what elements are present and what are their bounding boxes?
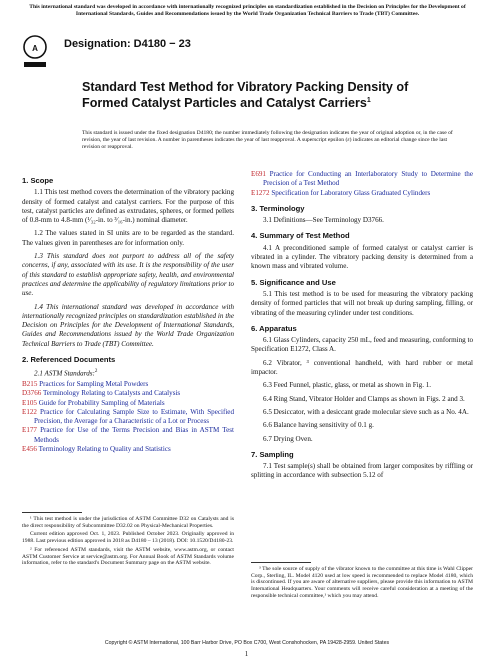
section-heading-apparatus: 6. Apparatus: [251, 323, 297, 333]
reference-item[interactable]: [251, 189, 473, 198]
astm-logo: [22, 32, 48, 72]
reference-item[interactable]: [251, 170, 473, 189]
reference-code[interactable]: E122: [22, 407, 37, 416]
scope-1-1: 1.1 This test method covers the determination of the vibratory packing density of formed catalyst and catalyst carriers. For the purpose of this test, catalyst particles are defined as extrudates, spheres, or formed pellets of 0.8-mm to 4.8-mm (¹⁄₃₂-in. to ³⁄₁₆-in.) nominal diameter.: [22, 188, 234, 225]
reference-item[interactable]: [22, 380, 234, 389]
reference-title[interactable]: Specification for Laboratory Glass Graduated Cylinders: [271, 188, 431, 197]
copyright-notice: Copyright © ASTM International, 100 Barr Harbor Drive, PO Box C700, West Conshohocken, PA 19428-2959. United States: [104, 640, 390, 646]
issued-note: This standard is issued under the fixed designation D4180; the number immediately following the designation indicates the year of original adoption or, in the case of revision, the year of last revision. A number in parentheses indicates the year of last reapproval. A superscript epsilon (ε) indicates an editorial change since the last revision or reapproval.: [82, 130, 453, 150]
sampling-7-1: 7.1 Test sample(s) shall be obtained from larger composites by riffling or splitting in accordance with subsection 5.12 of: [251, 462, 473, 480]
apparatus-6-5: 6.5 Desiccator, with a desiccant grade molecular sieve such as a No. 4A.: [263, 407, 469, 416]
section-heading-scope: 1. Scope: [22, 176, 54, 185]
apparatus-6-6: 6.6 Balance having sensitivity of 0.1 g.: [263, 421, 374, 430]
footnote-mark: 2: [94, 369, 98, 375]
document-title: [82, 80, 442, 110]
footnote-divider-right: [251, 562, 311, 563]
reference-item[interactable]: [22, 445, 234, 454]
apparatus-6-3: 6.3 Feed Funnel, plastic, glass, or metal as shown in Fig. 1.: [263, 381, 432, 390]
right-column: [251, 170, 473, 485]
astm-standards-subheading: [22, 367, 234, 379]
section-heading-significance: 5. Significance and Use: [251, 277, 336, 287]
apparatus-6-4: 6.4 Ring Stand, Vibrator Holder and Clamps as shown in Figs. 2 and 3.: [263, 394, 465, 403]
reference-code[interactable]: E691: [251, 170, 266, 178]
reference-code[interactable]: B215: [22, 380, 38, 388]
reference-title[interactable]: Practice for Calculating Sample Size to Estimate, With Specified Precision, the Average for a Characteristic of a Lot or Process: [34, 407, 235, 426]
section-heading-references: 2. Referenced Documents: [22, 355, 116, 365]
footnote-1: ¹ This test method is under the jurisdiction of ASTM Committee D32 on Catalysts and is the direct responsibility of Subcommittee D32.02 on Physical-Mechanical Properties.: [22, 516, 234, 529]
reference-code[interactable]: E1272: [251, 188, 270, 197]
apparatus-6-1: 6.1 Glass Cylinders, capacity 250 mL, feed and measuring, conforming to Specification E1272, Class A.: [251, 336, 474, 354]
section-heading-terminology: 3. Terminology: [251, 203, 305, 213]
scope-1-2: 1.2 The values stated in SI units are to be regarded as the standard. The values given in parentheses are for information only.: [22, 229, 234, 247]
significance-5-1: 5.1 This test method is to be used for measuring the vibratory packing density of formed particles that will not break up during sampling, filling, or vibrating of the measuring cylinder under test conditions.: [251, 289, 473, 317]
footnote-3: ³ The sole source of supply of the vibrator known to the committee at this time is Wahl Clipper Corp., Sterling, IL. Model 4120 used at low speed is recommended to replace Model 4180, which is discontinued. If you are aware of alternative suppliers, please provide this information to ASTM International Headquarters. Your comments will receive careful consideration at a meeting of the responsible technical committee,¹ which you may attend.: [251, 566, 473, 599]
reference-code[interactable]: D3766: [22, 389, 42, 398]
reference-title[interactable]: Terminology Relating to Catalysts and Catalysis: [42, 389, 181, 398]
section-heading-sampling: 7. Sampling: [251, 449, 294, 459]
apparatus-6-7: 6.7 Drying Oven.: [263, 434, 313, 443]
left-column: [22, 170, 234, 454]
footnote-1-edition: Current edition approved Oct. 1, 2023. Published October 2023. Originally approved in 1988. Last previous edition approved in 2018 as D4180 – 13 (2018). DOI: 10.1520/D4180-23.: [22, 531, 234, 545]
reference-title[interactable]: Guide for Probability Sampling of Materials: [38, 398, 165, 407]
scope-1-4: 1.4 This international standard was developed in accordance with internationally recognized principles on standardization established in the Decision on Principles for the Development of International Standards, Guides and Recommendations issued by the World Trade Organization Technical Barriers to Trade (TBT) Committee.: [22, 302, 234, 348]
right-footnotes: [251, 566, 473, 600]
terminology-3-1: 3.1 Definitions—See Terminology D3766.: [263, 216, 384, 225]
reference-item[interactable]: [22, 426, 234, 445]
reference-list-left: [22, 380, 234, 454]
reference-list-right: [251, 170, 473, 198]
scope-1-3: 1.3 This standard does not purport to address all of the safety concerns, if any, associated with its use. It is the responsibility of the user of this standard to establish appropriate safety, health, and environmental practices and determine the applicability of regulatory limitations prior to use.: [22, 252, 234, 298]
reference-title[interactable]: Terminology Relating to Quality and Statistics: [38, 445, 171, 454]
footnote-2: ² For referenced ASTM standards, visit the ASTM website, www.astm.org, or contact ASTM Customer Service at service@astm.org. For Annual Book of ASTM Standards volume information, refer to the standard's Document Summary page on the ASTM website.: [22, 546, 234, 567]
section-heading-summary: 4. Summary of Test Method: [251, 231, 350, 241]
reference-code[interactable]: E177: [22, 426, 37, 435]
astm-standards-label: 2.1 ASTM Standards:: [34, 369, 95, 378]
footnote-divider: [22, 512, 82, 513]
reference-code[interactable]: E456: [22, 445, 37, 454]
reference-code[interactable]: E105: [22, 398, 37, 407]
title-text: Standard Test Method for Vibratory Packing Density of Formed Catalyst Particles and Catalyst Carriers: [82, 80, 409, 111]
reference-item[interactable]: [22, 389, 234, 398]
reference-item[interactable]: [22, 399, 234, 408]
reference-title[interactable]: Practices for Sampling Metal Powders: [39, 380, 149, 388]
left-footnotes: [22, 516, 234, 567]
apparatus-6-2: 6.2 Vibrator, ³ conventional handheld, with hard rubber or metal impactor.: [251, 358, 473, 377]
reference-title[interactable]: Practice for Use of the Terms Precision and Bias in ASTM Test Methods: [34, 426, 234, 444]
designation: Designation: D4180 − 23: [64, 38, 191, 50]
page-number: 1: [244, 650, 249, 658]
svg-text:A: A: [32, 44, 38, 53]
standards-notice: This international standard was developed in accordance with internationally recognized principles on standardization established in the Decision on Principles for the Development of International Standards, Guides and Recommendations issued by the World Trade Organization Technical Barriers to Trade (TBT) Committee.: [29, 4, 466, 17]
summary-4-1: 4.1 A preconditioned sample of formed catalyst or catalyst carrier is vibrated in a cylinder. The vibratory packing density is determined from a known mass and vibrated volume.: [251, 243, 473, 271]
title-footnote-mark: 1: [366, 97, 371, 104]
reference-item[interactable]: [22, 408, 234, 427]
reference-title[interactable]: Practice for Conducting an Interlaboratory Study to Determine the Precision of a Test Method: [263, 170, 473, 188]
